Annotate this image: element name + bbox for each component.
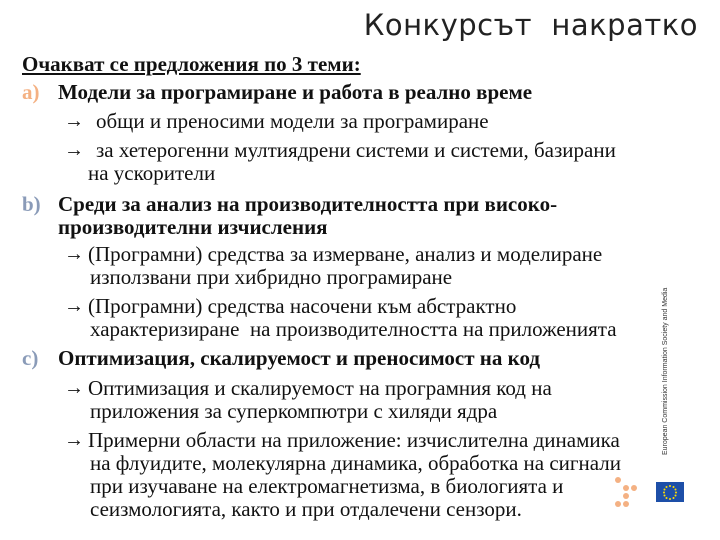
arrow-icon: → bbox=[64, 243, 84, 265]
bullet-c1: Оптимизация и скалируемост на програмния код на bbox=[88, 376, 552, 400]
ec-logo-text: European Commission Information Society and Media bbox=[662, 287, 669, 455]
arrow-icon: → bbox=[64, 139, 84, 161]
section-a-title: Модели за програмиране и работа в реално време bbox=[58, 80, 533, 104]
arrow-icon: → bbox=[64, 295, 84, 317]
bullet-b2: (Програмни) средства насочени към абстрактно bbox=[88, 294, 517, 318]
decorative-dots-icon bbox=[614, 476, 638, 512]
section-c-title: Оптимизация, скалируемост и преносимост на код bbox=[58, 346, 540, 370]
bullet-c2-cont3: сеизмологията, както и при отдалечени сензори. bbox=[90, 497, 522, 521]
slide-title: Конкурсът накратко bbox=[363, 8, 698, 42]
arrow-icon: → bbox=[64, 377, 84, 399]
bullet-a2-cont: на ускорители bbox=[88, 161, 216, 185]
bullet-c2: Примерни области на приложение: изчислителна динамика bbox=[88, 428, 620, 452]
bullet-c2-cont1: на флуидите, молекулярна динамика, обработка на сигнали bbox=[90, 451, 621, 475]
arrow-icon: → bbox=[64, 429, 84, 451]
bullet-a1: общи и преносими модели за програмиране bbox=[96, 109, 489, 133]
bullet-b2-cont: характеризиране на производителността на приложенията bbox=[90, 317, 617, 341]
bullet-b1: (Програмни) средства за измерване, анализ и моделиране bbox=[88, 242, 603, 266]
section-c-marker: c) bbox=[22, 346, 39, 370]
bullet-a2: за хетерогенни мултиядрени системи и системи, базирани bbox=[96, 138, 616, 162]
topics-heading: Очакват се предложения по 3 теми: bbox=[22, 52, 361, 76]
arrow-icon: → bbox=[64, 110, 84, 132]
section-a-marker: a) bbox=[22, 80, 40, 104]
section-b-marker: b) bbox=[22, 192, 41, 216]
bullet-c1-cont: приложения за суперкомпютри с хиляди ядра bbox=[90, 399, 498, 423]
bullet-b1-cont: използвани при хибридно програмиране bbox=[90, 265, 453, 289]
section-b-title-cont: производителни изчисления bbox=[58, 215, 328, 239]
eu-flag-icon bbox=[656, 482, 684, 502]
bullet-c2-cont2: при изучаване на електромагнетизма, в биологията и bbox=[90, 474, 564, 498]
section-b-title: Среди за анализ на производителността при високо- bbox=[58, 192, 558, 216]
